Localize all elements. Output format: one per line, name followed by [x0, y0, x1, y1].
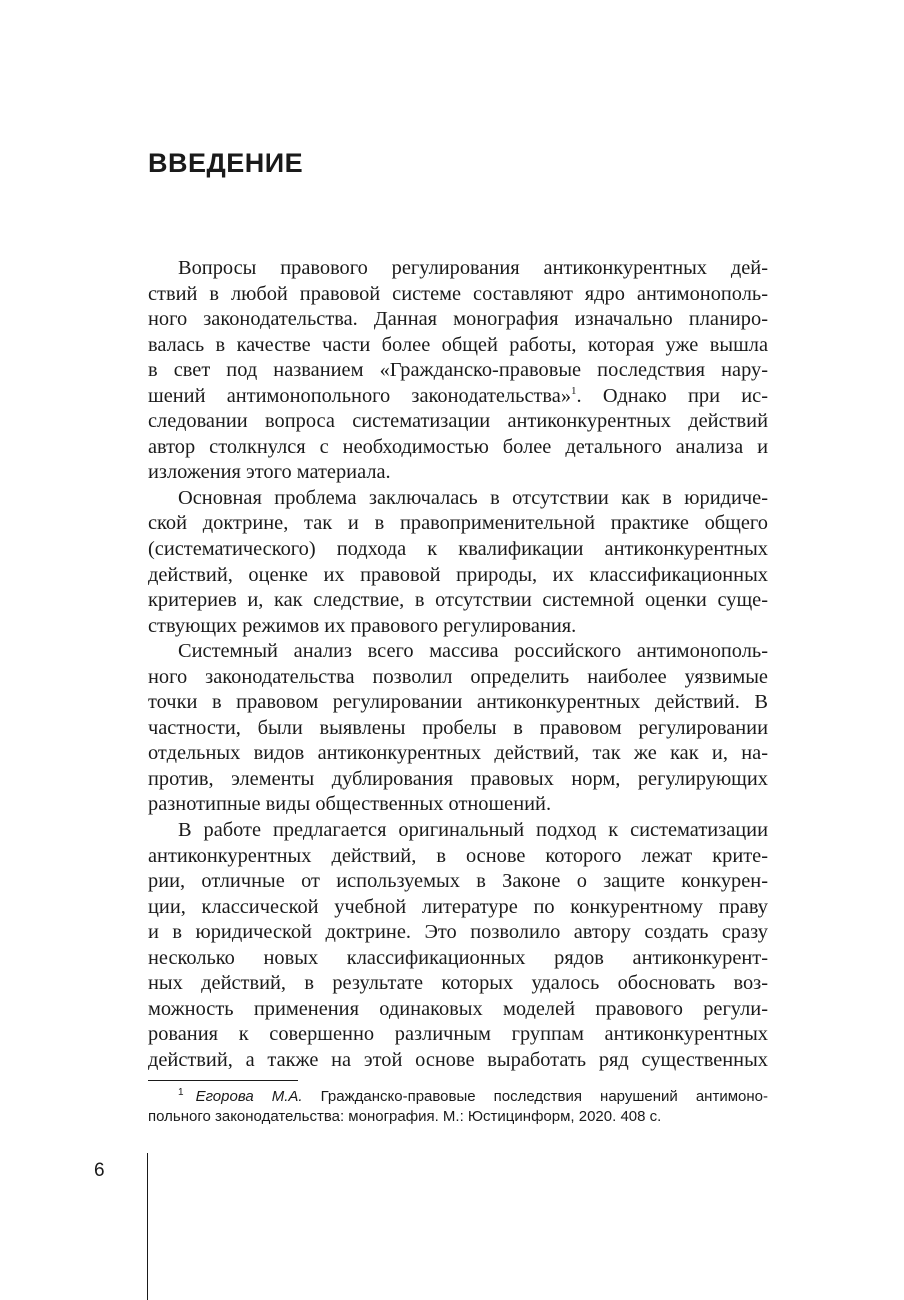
text-line: рии, отличные от используемых в Законе о защите конкурен- [148, 870, 768, 893]
paragraph-2 [148, 486, 768, 639]
footnote [148, 1087, 768, 1127]
text-line: ного законодательства позволил определить наиболее уязвимые [148, 665, 768, 688]
text-line: ных действий, в результате которых удалось обосновать воз- [148, 972, 768, 995]
footnote-author: Егорова М.А. [195, 1088, 303, 1105]
page-heading: ВВЕДЕНИЕ [148, 148, 304, 178]
footnote-divider [148, 1080, 298, 1081]
text-line: и в юридической доктрине. Это позволило автору создать сразу [148, 921, 768, 944]
footnote-text: Гражданско-правовые последствия нарушений антимоно- [302, 1088, 768, 1105]
text-line: частности, были выявлены пробелы в правовом регулировании [148, 716, 768, 739]
footnote-reference[interactable]: 1 [571, 384, 577, 397]
text-line: против, элементы дублирования правовых норм, регулирующих [148, 767, 768, 790]
body-text [148, 256, 768, 1074]
text-line: Основная проблема заключалась в отсутствии как в юридиче- [178, 486, 768, 509]
text-line: рования к совершенно различным группам антиконкурентных [148, 1023, 768, 1046]
paragraph-4 [148, 818, 768, 1073]
text-line: точки в правовом регулировании антиконкурентных действий. В [148, 691, 768, 714]
text-line: критериев и, как следствие, в отсутствии системной оценки суще- [148, 589, 768, 612]
text-line: ции, классической учебной литературе по конкурентному праву [148, 895, 768, 918]
text-line: можность применения одинаковых моделей правового регули- [148, 997, 768, 1020]
text-line: в свет под названием «Гражданско-правовые последствия нару- [148, 359, 768, 382]
text-line: разнотипные виды общественных отношений. [148, 793, 552, 816]
text-line: ствий в любой правовой системе составляют ядро антимонополь- [148, 282, 768, 305]
text-line-with-footnote [148, 384, 768, 410]
margin-rule [147, 1153, 148, 1300]
paragraph-1 [148, 256, 768, 486]
text-line: несколько новых классификационных рядов антиконкурент- [148, 946, 768, 969]
text-line: следовании вопроса систематизации антиконкурентных действий [148, 410, 768, 433]
text-line: Вопросы правового регулирования антиконкурентных дей- [178, 257, 768, 279]
text-line: ствующих режимов их правового регулирования. [148, 614, 577, 637]
text-fragment: шений антимонопольного законодательства» [148, 384, 572, 407]
text-line: автор столкнулся с необходимостью более детального анализа и [148, 435, 768, 458]
footnote-line: польного законодательства: монография. М.: Юстицинформ, 2020. 408 с. [148, 1108, 662, 1125]
text-line: В работе предлагается оригинальный подход к систематизации [178, 819, 768, 842]
text-line: валась в качестве части более общей работы, которая уже вышла [148, 333, 768, 356]
footnote-line [148, 1087, 768, 1107]
text-line: действий, оценке их правовой природы, их классификационных [148, 563, 768, 586]
text-line: (систематического) подхода к квалификации антиконкурентных [148, 538, 768, 561]
text-line: изложения этого материала. [148, 461, 391, 484]
paragraph-3 [148, 639, 768, 818]
text-line: Системный анализ всего массива российского антимонополь- [178, 640, 768, 663]
text-line: действий, а также на этой основе выработать ряд существенных [148, 1048, 768, 1071]
footnote-number: 1 [178, 1087, 184, 1098]
page-number: 6 [94, 1160, 105, 1181]
text-line: отдельных видов антиконкурентных действий, так же как и, на- [148, 742, 768, 765]
text-line: антиконкурентных действий, в основе которого лежат крите- [148, 844, 768, 867]
text-line: ного законодательства. Данная монография изначально планиро- [148, 308, 768, 331]
text-line: ской доктрине, так и в правоприменительной практике общего [148, 512, 768, 535]
text-fragment: . Однако при ис- [576, 384, 768, 407]
